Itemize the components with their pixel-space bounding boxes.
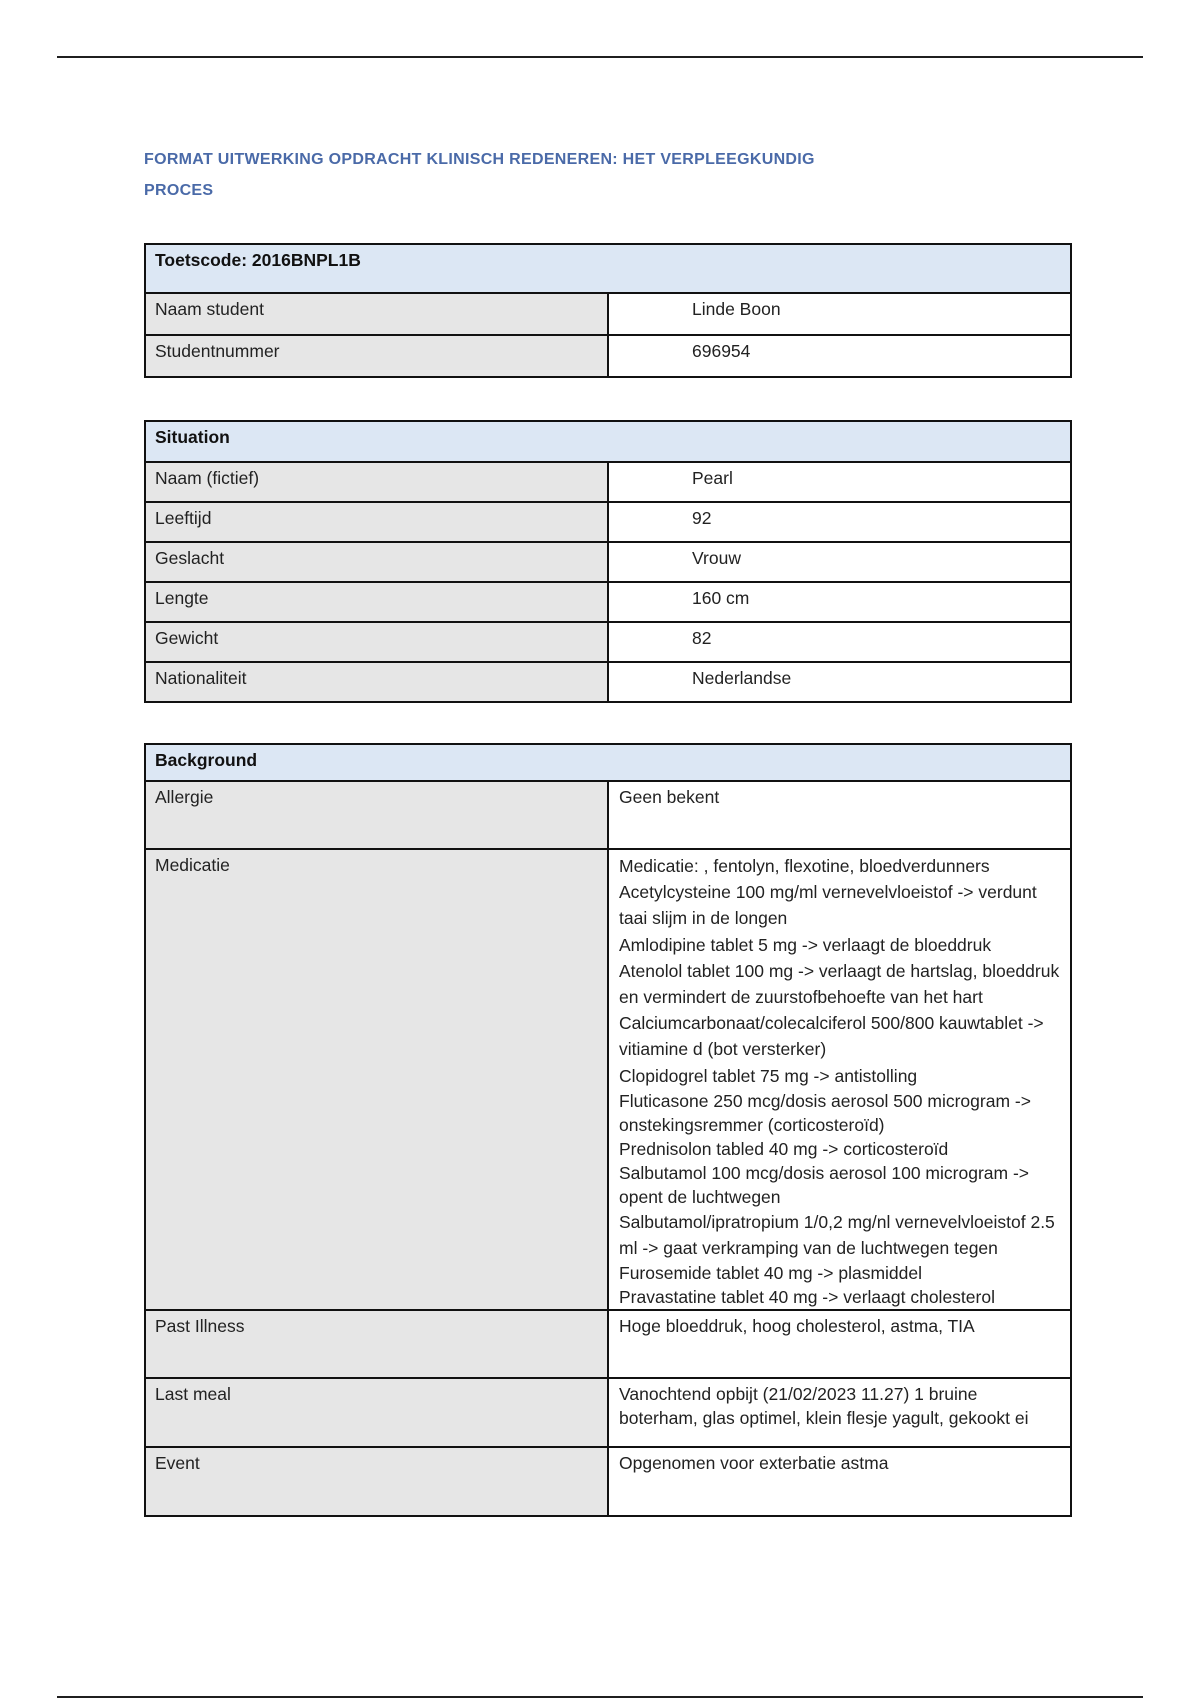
medicatie-line: Acetylcysteine 100 mg/ml vernevelvloeistof -> verdunt taai slijm in de longen	[619, 882, 1037, 929]
situation-header: Situation	[145, 421, 1071, 462]
allergie-label: Allergie	[145, 781, 608, 849]
situation-table	[144, 420, 1072, 703]
studentnummer-label: Studentnummer	[145, 335, 608, 377]
medicatie-line: Prednisolon tabled 40 mg -> corticosteroïd	[619, 1138, 949, 1159]
medicatie-line: Calciumcarbonaat/colecalciferol 500/800 kauwtablet -> vitiamine d (bot versterker)	[619, 1013, 1044, 1060]
table-row	[145, 622, 1071, 662]
table-row	[145, 662, 1071, 702]
header-rule	[57, 56, 1143, 58]
naam-student-label: Naam student	[145, 293, 608, 335]
naam-value: Pearl	[608, 462, 1071, 502]
table-row	[145, 781, 1071, 849]
lengte-label: Lengte	[145, 582, 608, 622]
medicatie-line: Pravastatine tablet 40 mg -> verlaagt cholesterol	[619, 1287, 995, 1308]
toets-table	[144, 243, 1072, 378]
table-row	[145, 1378, 1071, 1447]
page-title-line-1: FORMAT UITWERKING OPDRACHT KLINISCH REDENEREN: HET VERPLEEGKUNDIG	[144, 151, 815, 168]
footer-rule	[57, 1696, 1143, 1698]
geslacht-value: Vrouw	[608, 542, 1071, 582]
studentnummer-value: 696954	[608, 335, 1071, 377]
table-row	[145, 542, 1071, 582]
medicatie-line: Medicatie: , fentolyn, flexotine, bloedverdunners	[619, 856, 990, 876]
table-row	[145, 582, 1071, 622]
medicatie-line: Salbutamol 100 mcg/dosis aerosol 100 microgram -> opent de luchtwegen	[619, 1162, 1029, 1207]
medicatie-list	[608, 849, 1071, 1310]
table-row	[145, 335, 1071, 377]
table-row	[145, 1310, 1071, 1378]
gewicht-value: 82	[608, 622, 1071, 662]
page-title-line-2: PROCES	[144, 182, 214, 199]
last-meal-label: Last meal	[145, 1378, 608, 1447]
medicatie-line: Furosemide tablet 40 mg -> plasmiddel	[619, 1263, 922, 1284]
medicatie-line: Clopidogrel tablet 75 mg -> antistolling	[619, 1065, 918, 1086]
medicatie-line: Amlodipine tablet 5 mg -> verlaagt de bloeddruk	[619, 934, 992, 955]
nationaliteit-value: Nederlandse	[608, 662, 1071, 702]
event-value: Opgenomen voor exterbatie astma	[608, 1447, 1071, 1516]
table-row	[145, 293, 1071, 335]
naam-student-value: Linde Boon	[608, 293, 1071, 335]
page-title	[144, 144, 1024, 206]
table-row	[145, 462, 1071, 502]
leeftijd-value: 92	[608, 502, 1071, 542]
naam-label: Naam (fictief)	[145, 462, 608, 502]
event-label: Event	[145, 1447, 608, 1516]
allergie-value: Geen bekent	[608, 781, 1071, 849]
gewicht-label: Gewicht	[145, 622, 608, 662]
past-illness-value: Hoge bloeddruk, hoog cholesterol, astma, TIA	[608, 1310, 1071, 1378]
last-meal-value: Vanochtend opbijt (21/02/2023 11.27) 1 bruine boterham, glas optimel, klein flesje yagult, gekookt ei	[608, 1378, 1071, 1447]
leeftijd-label: Leeftijd	[145, 502, 608, 542]
past-illness-label: Past Illness	[145, 1310, 608, 1378]
table-row	[145, 849, 1071, 1310]
medicatie-line: Fluticasone 250 mcg/dosis aerosol 500 microgram -> onstekingsremmer (corticosteroïd)	[619, 1090, 1031, 1135]
geslacht-label: Geslacht	[145, 542, 608, 582]
lengte-value: 160 cm	[608, 582, 1071, 622]
table-row	[145, 502, 1071, 542]
medicatie-line: Atenolol tablet 100 mg -> verlaagt de hartslag, bloeddruk en vermindert de zuurstofbehoefte van het hart	[619, 960, 1060, 1008]
background-table	[144, 743, 1072, 1517]
nationaliteit-label: Nationaliteit	[145, 662, 608, 702]
medicatie-label: Medicatie	[145, 849, 608, 1310]
toets-header: Toetscode: 2016BNPL1B	[145, 244, 1071, 293]
table-row	[145, 1447, 1071, 1516]
medicatie-line: Salbutamol/ipratropium 1/0,2 mg/nl vernevelvloeistof 2.5 ml -> gaat verkramping van de luchtwegen tegen	[619, 1211, 1055, 1259]
background-header: Background	[145, 744, 1071, 781]
